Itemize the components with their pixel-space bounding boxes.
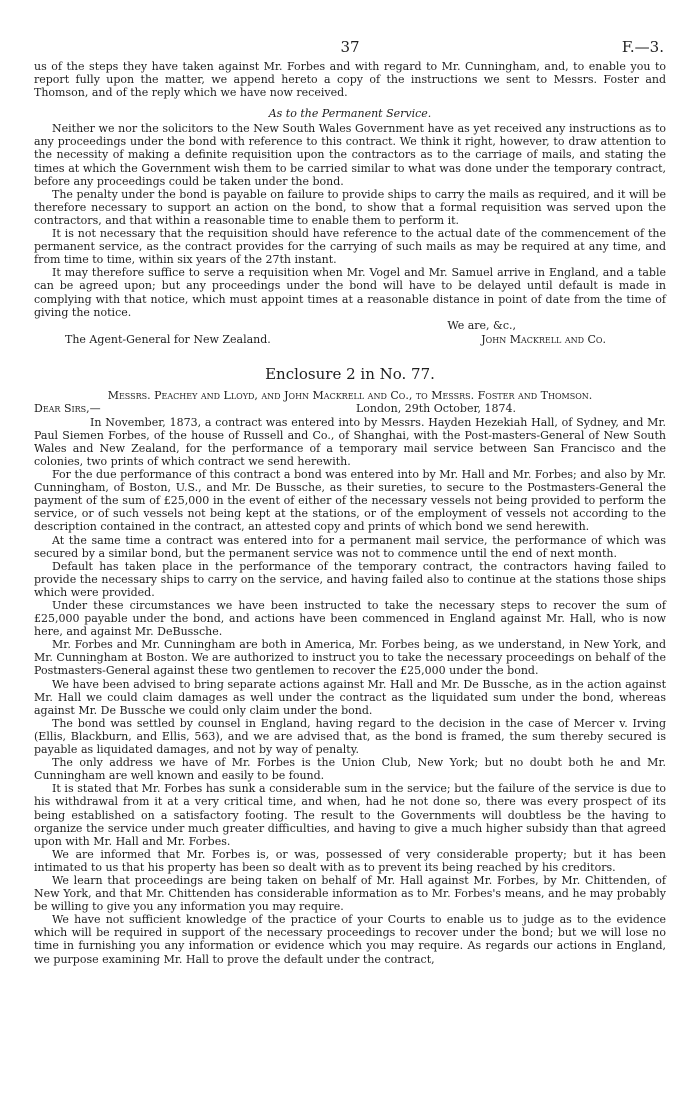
permanent-service-heading: As to the Permanent Service. xyxy=(268,107,432,121)
salutation-row xyxy=(34,402,666,416)
letter-date: London, 29th October, 1874. xyxy=(355,402,516,416)
enclosure-title: Enclosure 2 in No. 77. xyxy=(265,364,435,383)
signature-row xyxy=(34,333,666,347)
paragraph: Under these circumstances we have been instructed to take the necessary steps to recover the sum of £25,000 payable under the bond, and actions have been commenced in England against Mr. Hall, who is now here, and against Mr. DeBussche. xyxy=(34,599,666,639)
enclosure-body xyxy=(34,416,666,966)
paragraph: In November, 1873, a contract was entered into by Messrs. Hayden Hezekiah Hall, of Sydney, and Mr. Paul Siemen Forbes, of the house of Russell and Co., of Shanghai, with the Post-masters-General of New South Wales and New Zealand, for the performance of a temporary mail service between San Francisco and the colonies, two prints of which contract we send herewith. xyxy=(34,415,666,468)
paragraph: At the same time a contract was entered into for a permanent mail service, the performance of which was secured by a similar bond, but the permanent service was not to commence until the end of next month. xyxy=(34,533,666,560)
paragraph: For the due performance of this contract a bond was entered into by Mr. Hall and Mr. Forbes; and also by Mr. Cunningham, of Boston, U.S., and Mr. De Bussche, as their sureties, to secure to the Postmasters-General the payment of the sum of £25,000 in the event of either of the necessary vessels not being provided to perform the service, or of such vessels not being kept at the stations, or of the employment of vessels not according to the description contained in the contract, an attested copy and prints of which bond we send herewith. xyxy=(34,468,666,534)
enclosure-address-line: Messrs. Peachey and Lloyd, and John Mackrell and Co., to Messrs. Foster and Thomson. xyxy=(107,388,593,402)
salutation: Dear Sirs,— xyxy=(34,402,101,416)
paragraph: Default has taken place in the performance of the temporary contract, the contractors having failed to provide the necessary ships to carry on the service, and having failed also to continue at the stations those ships which were provided. xyxy=(34,559,666,599)
paragraph: We learn that proceedings are being taken on behalf of Mr. Hall against Mr. Forbes, by Mr. Chittenden, of New York, and that Mr. Chittenden has considerable information as to Mr. Forbes's means, and he may probably be willing to give you any information you may require. xyxy=(34,873,666,914)
permanent-service-section xyxy=(34,122,666,318)
paragraph: Neither we nor the solicitors to the New South Wales Government have as yet received any instructions as to any proceedings under the bond with reference to this contract. We think it right, however, to draw attention to the necessity of making a definite requisition upon the contractors as to the carriage of mails, and stating the times at which the Government wish them to be carried similar to what was done under the temporary contract, before any proceedings could be taken under the bond. xyxy=(34,122,666,188)
page-header xyxy=(34,34,666,60)
paragraph: We are informed that Mr. Forbes is, or was, possessed of very considerable property; but it has been intimated to us that his property has been so dealt with as to prevent its being reached by his creditors. xyxy=(34,847,666,874)
signatory: John Mackrell and Co. xyxy=(481,332,606,346)
paragraph: It may therefore suffice to serve a requisition when Mr. Vogel and Mr. Samuel arrive in England, and a table can be agreed upon; but any proceedings under the bond will have to be delayed until default is made in complying with that notice, which must appoint times at a reasonable distance in point of date from the time of giving the notice. xyxy=(34,266,666,319)
paragraph: Mr. Forbes and Mr. Cunningham are both in America, Mr. Forbes being, as we understand, in New York, and Mr. Cunningham at Boston. We are authorized to instruct you to take the necessary proceedings on behalf of the Postmasters-General against these two gentlemen to recover the £25,000 under the bond. xyxy=(34,638,666,678)
page-number: 37 xyxy=(340,38,360,56)
paragraph: It is not necessary that the requisition should have reference to the actual date of the commencement of the permanent service, as the contract provides for the carrying of such mails as may be required at any time, and from time to time, within six years of the 27th instant. xyxy=(34,227,666,267)
addressee: The Agent-General for New Zealand. xyxy=(65,332,271,346)
paragraph: We have been advised to bring separate actions against Mr. Hall and Mr. De Bussche, as in the action against Mr. Hall we could claim damages as well under the contract as the liquidated sum under the bond, whereas against Mr. De Bussche we could only claim under the bond. xyxy=(34,677,666,717)
paragraph: It is stated that Mr. Forbes has sunk a considerable sum in the service; but the failure of the service is due to his withdrawal from it at a very critical time, and when, had he not done so, there was every prospect of its being established on a satisfactory footing. The result to the Governments will doubtless be the having to organize the service under much greater difficulties, and having to give a much higher subsidy than that agreed upon with Mr. Hall and Mr. Forbes. xyxy=(34,782,666,848)
paragraph: The bond was settled by counsel in England, having regard to the decision in the case of Mercer v. Irving (Ellis, Blackburn, and Ellis, 563), and we are advised that, as the bond is framed, the sum thereby secured is payable as liquidated damages, and not by way of penalty. xyxy=(34,716,666,757)
intro-paragraph: us of the steps they have taken against Mr. Forbes and with regard to Mr. Cunningham, and, to enable you to report fully upon the matter, we append hereto a copy of the instructions we sent to Messrs. Foster and Thomson, and of the reply which we have now received. xyxy=(34,60,666,100)
signoff: We are, &c., xyxy=(447,318,516,332)
document-reference: F.—3. xyxy=(621,38,664,56)
paragraph: We have not sufficient knowledge of the practice of your Courts to enable us to judge as to the evidence which will be required in support of the necessary proceedings to recover under the bond; but we will lose no time in furnishing you any information or evidence which you may require. As regards our actions in England, we purpose examining Mr. Hall to prove the default under the contract, xyxy=(34,913,666,966)
paragraph: The only address we have of Mr. Forbes is the Union Club, New York; but no doubt both he and Mr. Cunningham are well known and easily to be found. xyxy=(34,756,666,783)
paragraph: The penalty under the bond is payable on failure to provide ships to carry the mails as required, and it will be therefore necessary to support an action on the bond, to show that a formal requisition was served upon the contractors, and that within a reasonable time to enable them to perform it. xyxy=(34,187,666,227)
document-page xyxy=(34,34,666,966)
